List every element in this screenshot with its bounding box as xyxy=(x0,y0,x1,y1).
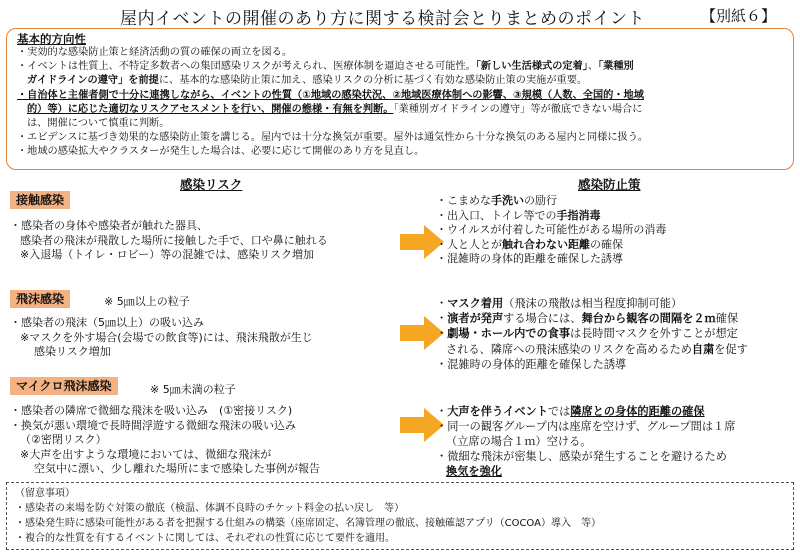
droplet-infection-title: 飛沫感染 xyxy=(10,290,70,308)
micro-prevention-text: ・大声を伴うイベントでは隣席との身体的距離の確保 ・同一の観客グループ内は座席を空けず、グループ間は１席 （立席の場合１ｍ）空ける。 ・微細な飛沫が密集し、感染が発生することを避けるため 換気を強化 xyxy=(436,405,736,478)
title-bar xyxy=(0,4,800,29)
basic-line-1: ・実効的な感染防止策と経済活動の質の確保の両立を図る。 xyxy=(17,47,293,58)
basic-direction-heading: 基本的方向性 xyxy=(17,32,86,46)
basic-line-7: ・エビデンスに基づき効果的な感染防止策を講じる。屋内では十分な換気が重要。屋外は通気性から十分な換気のある屋内と同様に扱う。 xyxy=(17,132,649,144)
notes-item: ・感染発生時に感染可能性がある者を把握する仕組みの構築（座席固定、名簿管理の徹底、接触確認アプリ（COCOA）導入 等） xyxy=(15,518,601,529)
basic-line-6: は、開催について慎重に判断。 xyxy=(27,118,170,130)
basic-line-3: ガイドラインの遵守」を前提に、基本的な感染防止策に加え、感染リスクの分析に基づく有効な感染防止策の実施が重要。 xyxy=(27,75,588,87)
notes-item: ・感染者の来場を防ぐ対策の徹底（検温、体調不良時のチケット料金の払い戻し 等） xyxy=(15,503,405,514)
notes-box xyxy=(6,482,794,550)
contact-risk-text: ・感染者の身体や感染者が触れた器具、 感染者の飛沫が飛散した場所に接触した手で、口や鼻に触れる ※入退場（トイレ・ロビー）等の混雑では、感染リスク増加 xyxy=(10,219,328,262)
droplet-prevention-text: ・マスク着用（飛沫の飛散は相当程度抑制可能） ・演者が発声する場合には、舞台から観客の間隔を２ｍ確保 ・劇場・ホール内での食事は長時間マスクを外すことが想定 される、隣席への飛沫感染のリスクを高めるため自粛を促す ・混雑時の身体的距離を確保した誘導 xyxy=(436,297,748,371)
basic-line-5: 的）等）に応じた適切なリスクアセスメントを行い、開催の態様・有無を判断。「業種別ガイドラインの遵守」等が徹底できない場合に xyxy=(27,103,643,115)
basic-line-8: ・地域の感染拡大やクラスターが発生した場合は、必要に応じて開催のあり方を見直し。 xyxy=(17,146,425,158)
droplet-risk-text: ・感染者の飛沫（5㎛以上）の吸い込み ※マスクを外す場合(会場での飲食等)には、飛沫飛散が生じ 感染リスク増加 xyxy=(10,316,313,359)
notes-item: ・複合的な性質を有するイベントに関しては、それぞれの性質に応じて要件を適用。 xyxy=(15,533,395,544)
micro-particle-note: ※ 5㎛未満の粒子 xyxy=(150,383,236,396)
contact-prevention-text: ・こまめな手洗いの励行 ・出入口、トイレ等での手指消毒 ・ウイルスが付着した可能性がある場所の消毒 ・人と人とが触れ合わない距離の確保 ・混雑時の身体的距離を確保した誘導 xyxy=(436,194,667,266)
micro-risk-text: ・感染者の隣席で微細な飛沫を吸い込み (①密接リスク) ・換気が悪い環境で長時間浮遊する微細な飛沫の吸い込み （②密閉リスク） ※大声を出すような環境においては、微細な飛沫が 空気中に漂い、少し離れた場所にまで感染した事例が報告 xyxy=(10,404,320,476)
basic-line-2: ・イベントは性質上、不特定多数者への集団感染リスクが考えられ、医療体制を逼迫させる可能性。「新しい生活様式の定着」、「業種別 xyxy=(17,61,634,73)
page-title: 屋内イベントの開催のあり方に関する検討会とりまとめのポイント xyxy=(120,9,645,29)
notes-heading: （留意事項） xyxy=(15,488,75,499)
risk-column-heading: 感染リスク xyxy=(180,177,243,192)
prevention-column-heading: 感染防止策 xyxy=(578,177,641,192)
contact-infection-title: 接触感染 xyxy=(10,191,70,209)
basic-line-4: ・自治体と主催者側で十分に連携しながら、イベントの性質（①地域の感染状況、②地域医療体制への影響、③規模（人数、全国的・地域 xyxy=(17,89,644,101)
basic-direction-box xyxy=(6,28,794,170)
attachment-label: 【別紙６】 xyxy=(700,7,776,25)
droplet-particle-note: ※ 5㎛以上の粒子 xyxy=(104,295,190,308)
micro-droplet-infection-title: マイクロ飛沫感染 xyxy=(10,377,118,395)
